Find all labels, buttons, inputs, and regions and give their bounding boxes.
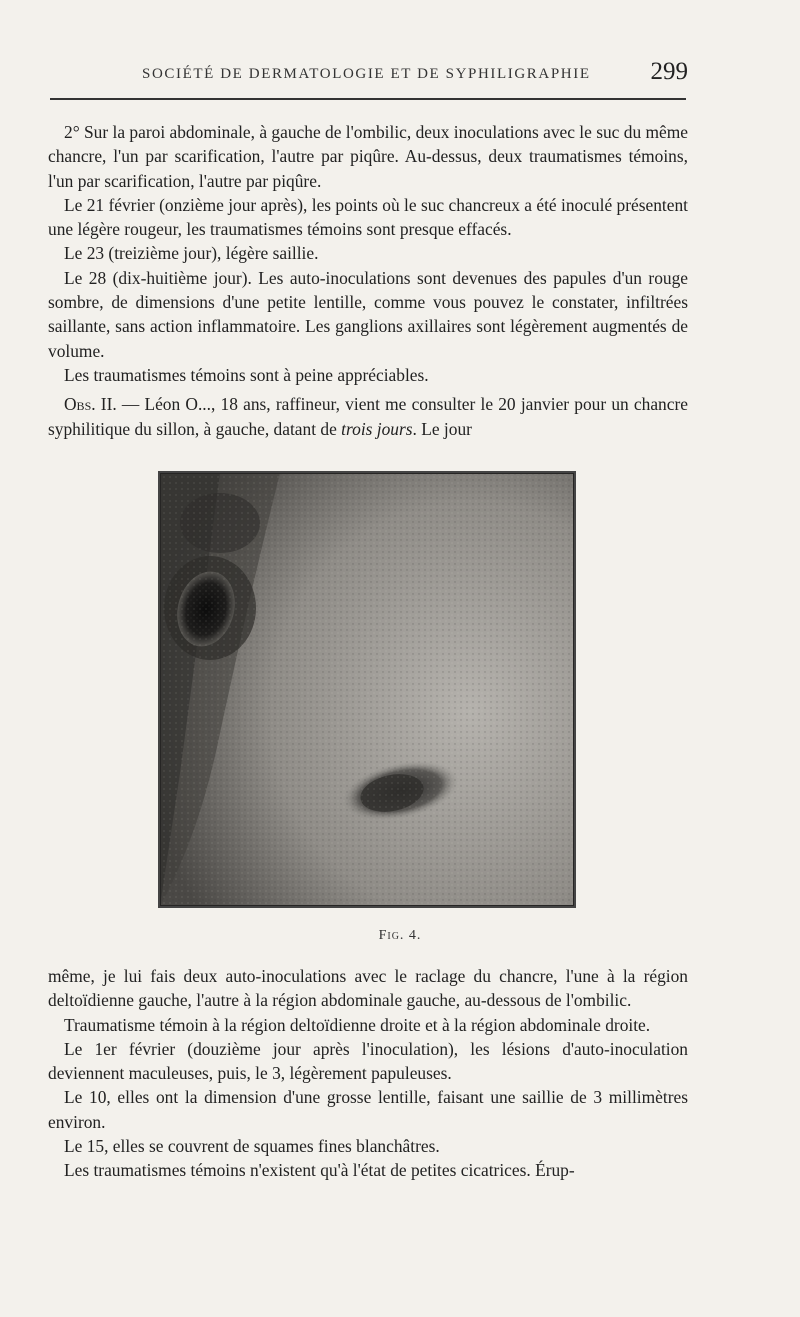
- paragraph-15: Le 15, elles se couvrent de squames fines blanchâtres.: [64, 1136, 440, 1157]
- observation-italic: trois jours: [341, 418, 413, 439]
- paragraph-1er-fevrier: Le 1er février (douzième jour après l'inoculation), les lésions d'auto-inoculation deviennent maculeuses, puis, le 3, légèrement papuleuses.: [48, 1038, 688, 1084]
- text-block-bottom: [48, 964, 688, 1183]
- photograph-image: [160, 473, 574, 906]
- paragraph-28: Le 28 (dix-huitième jour). Les auto-inoculations sont devenues des papules d'un rouge sombre, de dimensions d'une petite lentille, comme vous pouvez le constater, infiltrées saillante, sans action inflammatoire. Les ganglions axillaires sont légèrement augmentés de volume.: [48, 267, 688, 361]
- paragraph-10: Le 10, elles ont la dimension d'une grosse lentille, faisant une saillie de 3 millimètres environ.: [48, 1087, 688, 1132]
- paragraph-cicatrices: Les traumatismes témoins n'existent qu'à l'état de petites cicatrices. Érup-: [64, 1160, 575, 1181]
- figure-caption: [0, 928, 800, 944]
- observation-text-end: . Le jour: [412, 418, 472, 439]
- paragraph-observation-2: [48, 392, 688, 441]
- clinical-photograph: [158, 471, 576, 908]
- paragraph-23: Le 23 (treizième jour), légère saillie.: [64, 243, 319, 264]
- paragraph-traumatisme-temoin: Traumatisme témoin à la région deltoïdienne droite et à la région abdominale droite.: [64, 1014, 651, 1035]
- running-header: [48, 58, 688, 98]
- paragraph-continuation: même, je lui fais deux auto-inoculations avec le raclage du chancre, l'une à la région deltoïdienne gauche, l'autre à la région abdominale gauche, au-dessous de l'ombilic.: [48, 966, 688, 1011]
- figure-caption-text: Fig. 4.: [378, 928, 422, 943]
- text-block-top: [48, 120, 688, 441]
- observation-label: Obs. II.: [64, 394, 117, 415]
- page-number: 299: [650, 58, 688, 85]
- running-title: SOCIÉTÉ DE DERMATOLOGIE ET DE SYPHILIGRAPHIE: [142, 66, 591, 82]
- observation-text: — Léon O..., 18 ans, raffineur, vient me consulter le 20 janvier pour un chancre syphilitique du sillon, à gauche, datant de: [48, 394, 688, 439]
- paragraph-inoculations: 2° Sur la paroi abdominale, à gauche de l'ombilic, deux inoculations avec le suc du même chancre, l'un par scarification, l'autre par piqûre. Au-dessus, deux traumatismes témoins, l'un par scarification, l'autre par piqûre.: [48, 122, 688, 191]
- paragraph-21-fevrier: Le 21 février (onzième jour après), les points où le suc chancreux a été inoculé présentent une légère rougeur, les traumatismes témoins sont presque effacés.: [48, 194, 688, 240]
- header-rule: [50, 98, 686, 100]
- paragraph-traumatismes: Les traumatismes témoins sont à peine appréciables.: [64, 364, 429, 385]
